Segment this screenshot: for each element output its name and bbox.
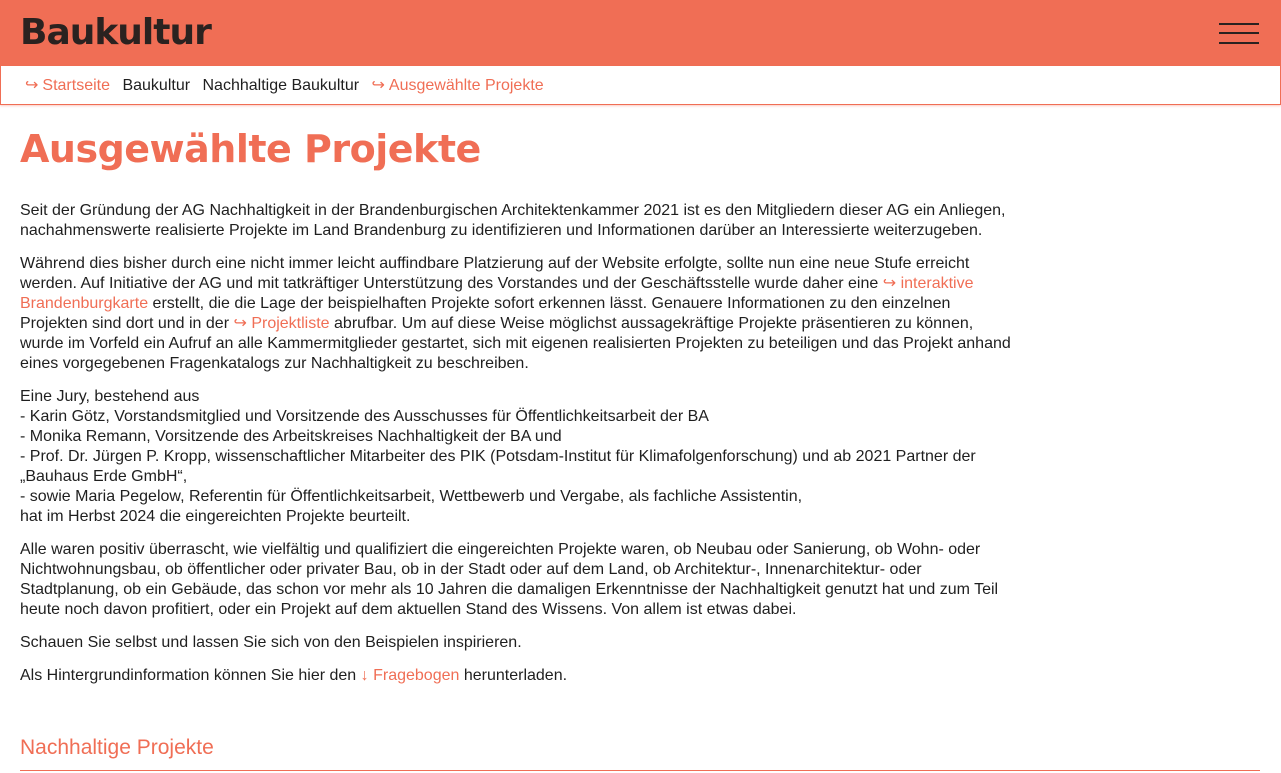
jury-member: - Monika Remann, Vorsitzende des Arbeitskreises Nachhaltigkeit der BA und xyxy=(20,428,562,445)
jury-outro: hat im Herbst 2024 die eingereichten Projekte beurteilt. xyxy=(20,508,411,525)
link-label: Fragebogen xyxy=(373,667,460,684)
breadcrumb-ausgewaehlte-projekte[interactable] xyxy=(372,77,544,94)
jury-member: - Prof. Dr. Jürgen P. Kropp, wissenschaftlicher Mitarbeiter des PIK (Potsdam-Institut für Klimafolgenforschung) und ab 2021 Partner der „Bauhaus Erde GmbH“, xyxy=(20,448,976,485)
arrow-icon: ↪ xyxy=(371,77,385,94)
link-label: Projektliste xyxy=(251,315,330,332)
text: Als Hintergrundinformation können Sie hier den xyxy=(20,667,357,684)
project-list-link[interactable] xyxy=(233,315,329,332)
section-divider xyxy=(20,770,1260,771)
site-header xyxy=(0,0,1281,66)
menu-bar xyxy=(1219,32,1259,34)
hamburger-menu-icon[interactable] xyxy=(1216,20,1262,48)
questionnaire-download-link[interactable] xyxy=(361,667,460,684)
download-paragraph xyxy=(20,666,1016,686)
text: Während dies bisher durch eine nicht immer leicht auffindbare Platzierung auf der Website erfolgte, sollte nun eine neue Stufe erreicht werden. Auf Initiative der AG und mit tatkräftiger Unterstützung des Vorstandes und der Geschäftsstelle wurde daher eine xyxy=(20,255,970,292)
arrow-icon: ↪ xyxy=(25,77,39,94)
breadcrumb-label: Ausgewählte Projekte xyxy=(388,77,544,94)
breadcrumb-label: Startseite xyxy=(42,77,110,94)
link-label: interaktive Brandenburgkarte xyxy=(20,275,974,312)
article-body xyxy=(20,201,1016,699)
jury-paragraph xyxy=(20,387,1016,527)
site-logo[interactable]: Baukultur xyxy=(20,12,211,53)
intro-paragraph: Seit der Gründung der AG Nachhaltigkeit in der Brandenburgischen Architektenkammer 2021 ist es den Mitgliedern dieser AG ein Anliegen, nachahmenswerte realisierte Projekte im Land Brandenburg zu identifizieren und Informationen darüber an Interessierte weiterzugeben. xyxy=(20,202,1006,239)
jury-member: - sowie Maria Pegelow, Referentin für Öffentlichkeitsarbeit, Wettbewerb und Vergabe, als fachliche Assistentin, xyxy=(20,488,803,505)
breadcrumb xyxy=(0,66,1281,105)
breadcrumb-startseite[interactable] xyxy=(25,77,110,94)
menu-bar xyxy=(1219,23,1259,25)
summary-paragraph: Alle waren positiv überrascht, wie vielfältig und qualifiziert die eingereichten Projekte waren, ob Neubau oder Sanierung, ob Wohn- oder Nichtwohnungsbau, ob öffentlicher oder privater Bau, ob in der Stadt oder auf dem Land, ob Architektur-, Innenarchitektur- oder Stadtplanung, ob ein Gebäude, das schon vor mehr als 10 Jahren die damaligen Erkenntnisse der Nachhaltigkeit genutzt hat und zum Teil heute noch davon profitiert, oder ein Projekt auf dem aktuellen Stand des Wissens. Von allem ist etwas dabei. xyxy=(20,541,999,618)
download-arrow-icon: ↓ xyxy=(360,667,369,684)
arrow-icon: ↪ xyxy=(882,275,897,292)
breadcrumb-nachhaltige-baukultur[interactable]: Nachhaltige Baukultur xyxy=(202,77,360,94)
invite-paragraph: Schauen Sie selbst und lassen Sie sich von den Beispielen inspirieren. xyxy=(20,634,522,651)
jury-intro: Eine Jury, bestehend aus xyxy=(20,388,200,405)
text: erstellt, die die Lage der beispielhaften Projekte sofort erkennen lässt. Genauere Informationen zu den einzelnen Projekten sind dort und in der xyxy=(20,295,951,332)
menu-bar xyxy=(1219,42,1259,44)
arrow-icon: ↪ xyxy=(233,315,247,332)
text: herunterladen. xyxy=(463,667,568,684)
section-title: Nachhaltige Projekte xyxy=(20,736,214,759)
map-paragraph xyxy=(20,254,1016,374)
text: abrufbar. Um auf diese Weise möglichst aussagekräftige Projekte präsentieren zu können, wurde im Vorfeld ein Aufruf an alle Kammermitglieder gestartet, sich mit eigenen realisierten Projekten zu beteiligen und das Projekt anhand eines vorgegebenen Fragenkatalogs zur Nachhaltigkeit zu beschreiben. xyxy=(20,315,1011,372)
breadcrumb-list xyxy=(25,76,552,96)
breadcrumb-baukultur[interactable]: Baukultur xyxy=(122,77,191,94)
page-title: Ausgewählte Projekte xyxy=(20,127,481,171)
jury-member: - Karin Götz, Vorstandsmitglied und Vorsitzende des Ausschusses für Öffentlichkeitsarbeit der BA xyxy=(20,408,709,425)
